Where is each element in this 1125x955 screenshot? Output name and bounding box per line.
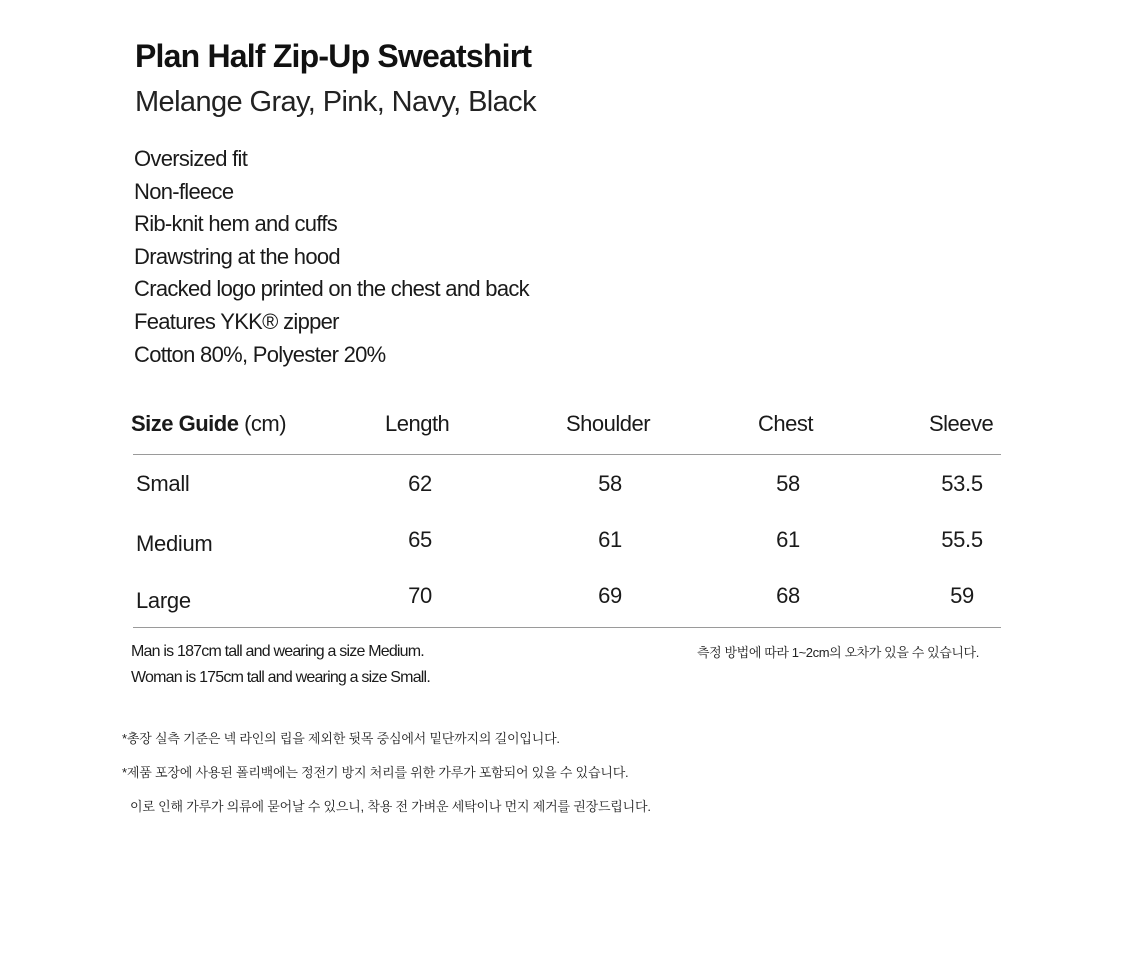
column-header-sleeve: Sleeve <box>929 411 994 436</box>
shoulder-value: 58 <box>598 471 622 496</box>
model-note: Woman is 175cm tall and wearing a size Small. <box>131 669 430 686</box>
table-row <box>0 583 1125 613</box>
sleeve-value: 53.5 <box>941 471 983 496</box>
model-note: Man is 187cm tall and wearing a size Medium. <box>131 643 424 660</box>
chest-value: 58 <box>776 471 800 496</box>
care-notes <box>122 722 651 824</box>
care-note: 이로 인해 가루가 의류에 묻어날 수 있으니, 착용 전 가벼운 세탁이나 먼지 제거를 권장드립니다. <box>130 799 651 814</box>
shoulder-value: 61 <box>598 527 622 552</box>
feature-item: Non-fleece <box>134 178 234 204</box>
model-notes <box>131 639 430 691</box>
size-label: Large <box>136 588 191 613</box>
product-colors: Melange Gray, Pink, Navy, Black <box>135 86 536 118</box>
feature-item: Oversized fit <box>134 146 248 171</box>
table-row <box>0 471 1125 501</box>
column-header-shoulder: Shoulder <box>566 411 651 436</box>
size-label: Small <box>136 471 190 496</box>
size-guide-unit: (cm) <box>244 411 287 436</box>
shoulder-value: 69 <box>598 583 622 608</box>
length-value: 65 <box>408 527 432 552</box>
feature-item: Cracked logo printed on the chest and back <box>134 276 529 302</box>
table-bottom-divider <box>133 627 1001 628</box>
length-value: 70 <box>408 583 432 608</box>
size-guide-title <box>131 411 286 437</box>
care-note: *총장 실측 기준은 넥 라인의 립을 제외한 뒷목 중심에서 밑단까지의 길이입니다. <box>122 731 560 746</box>
feature-list <box>134 143 529 371</box>
chest-value: 61 <box>776 527 800 552</box>
feature-item: Drawstring at the hood <box>134 243 340 269</box>
size-guide-title-text: Size Guide <box>131 411 239 436</box>
measurement-tolerance-note: 측정 방법에 따라 1~2cm의 오차가 있을 수 있습니다. <box>697 645 979 660</box>
table-row <box>0 527 1125 557</box>
sleeve-value: 59 <box>950 583 974 608</box>
table-top-divider <box>133 454 1001 455</box>
feature-item: Features YKK® zipper <box>134 308 339 334</box>
care-note: *제품 포장에 사용된 폴리백에는 정전기 방지 처리를 위한 가루가 포함되어 있을 수 있습니다. <box>122 765 629 780</box>
product-title: Plan Half Zip-Up Sweatshirt <box>135 38 532 74</box>
feature-item: Rib-knit hem and cuffs <box>134 211 338 237</box>
length-value: 62 <box>408 471 432 496</box>
feature-item: Cotton 80%, Polyester 20% <box>134 341 386 367</box>
size-label: Medium <box>136 531 213 556</box>
column-header-length: Length <box>385 411 450 436</box>
column-header-chest: Chest <box>758 411 813 436</box>
chest-value: 68 <box>776 583 800 608</box>
sleeve-value: 55.5 <box>941 527 983 552</box>
